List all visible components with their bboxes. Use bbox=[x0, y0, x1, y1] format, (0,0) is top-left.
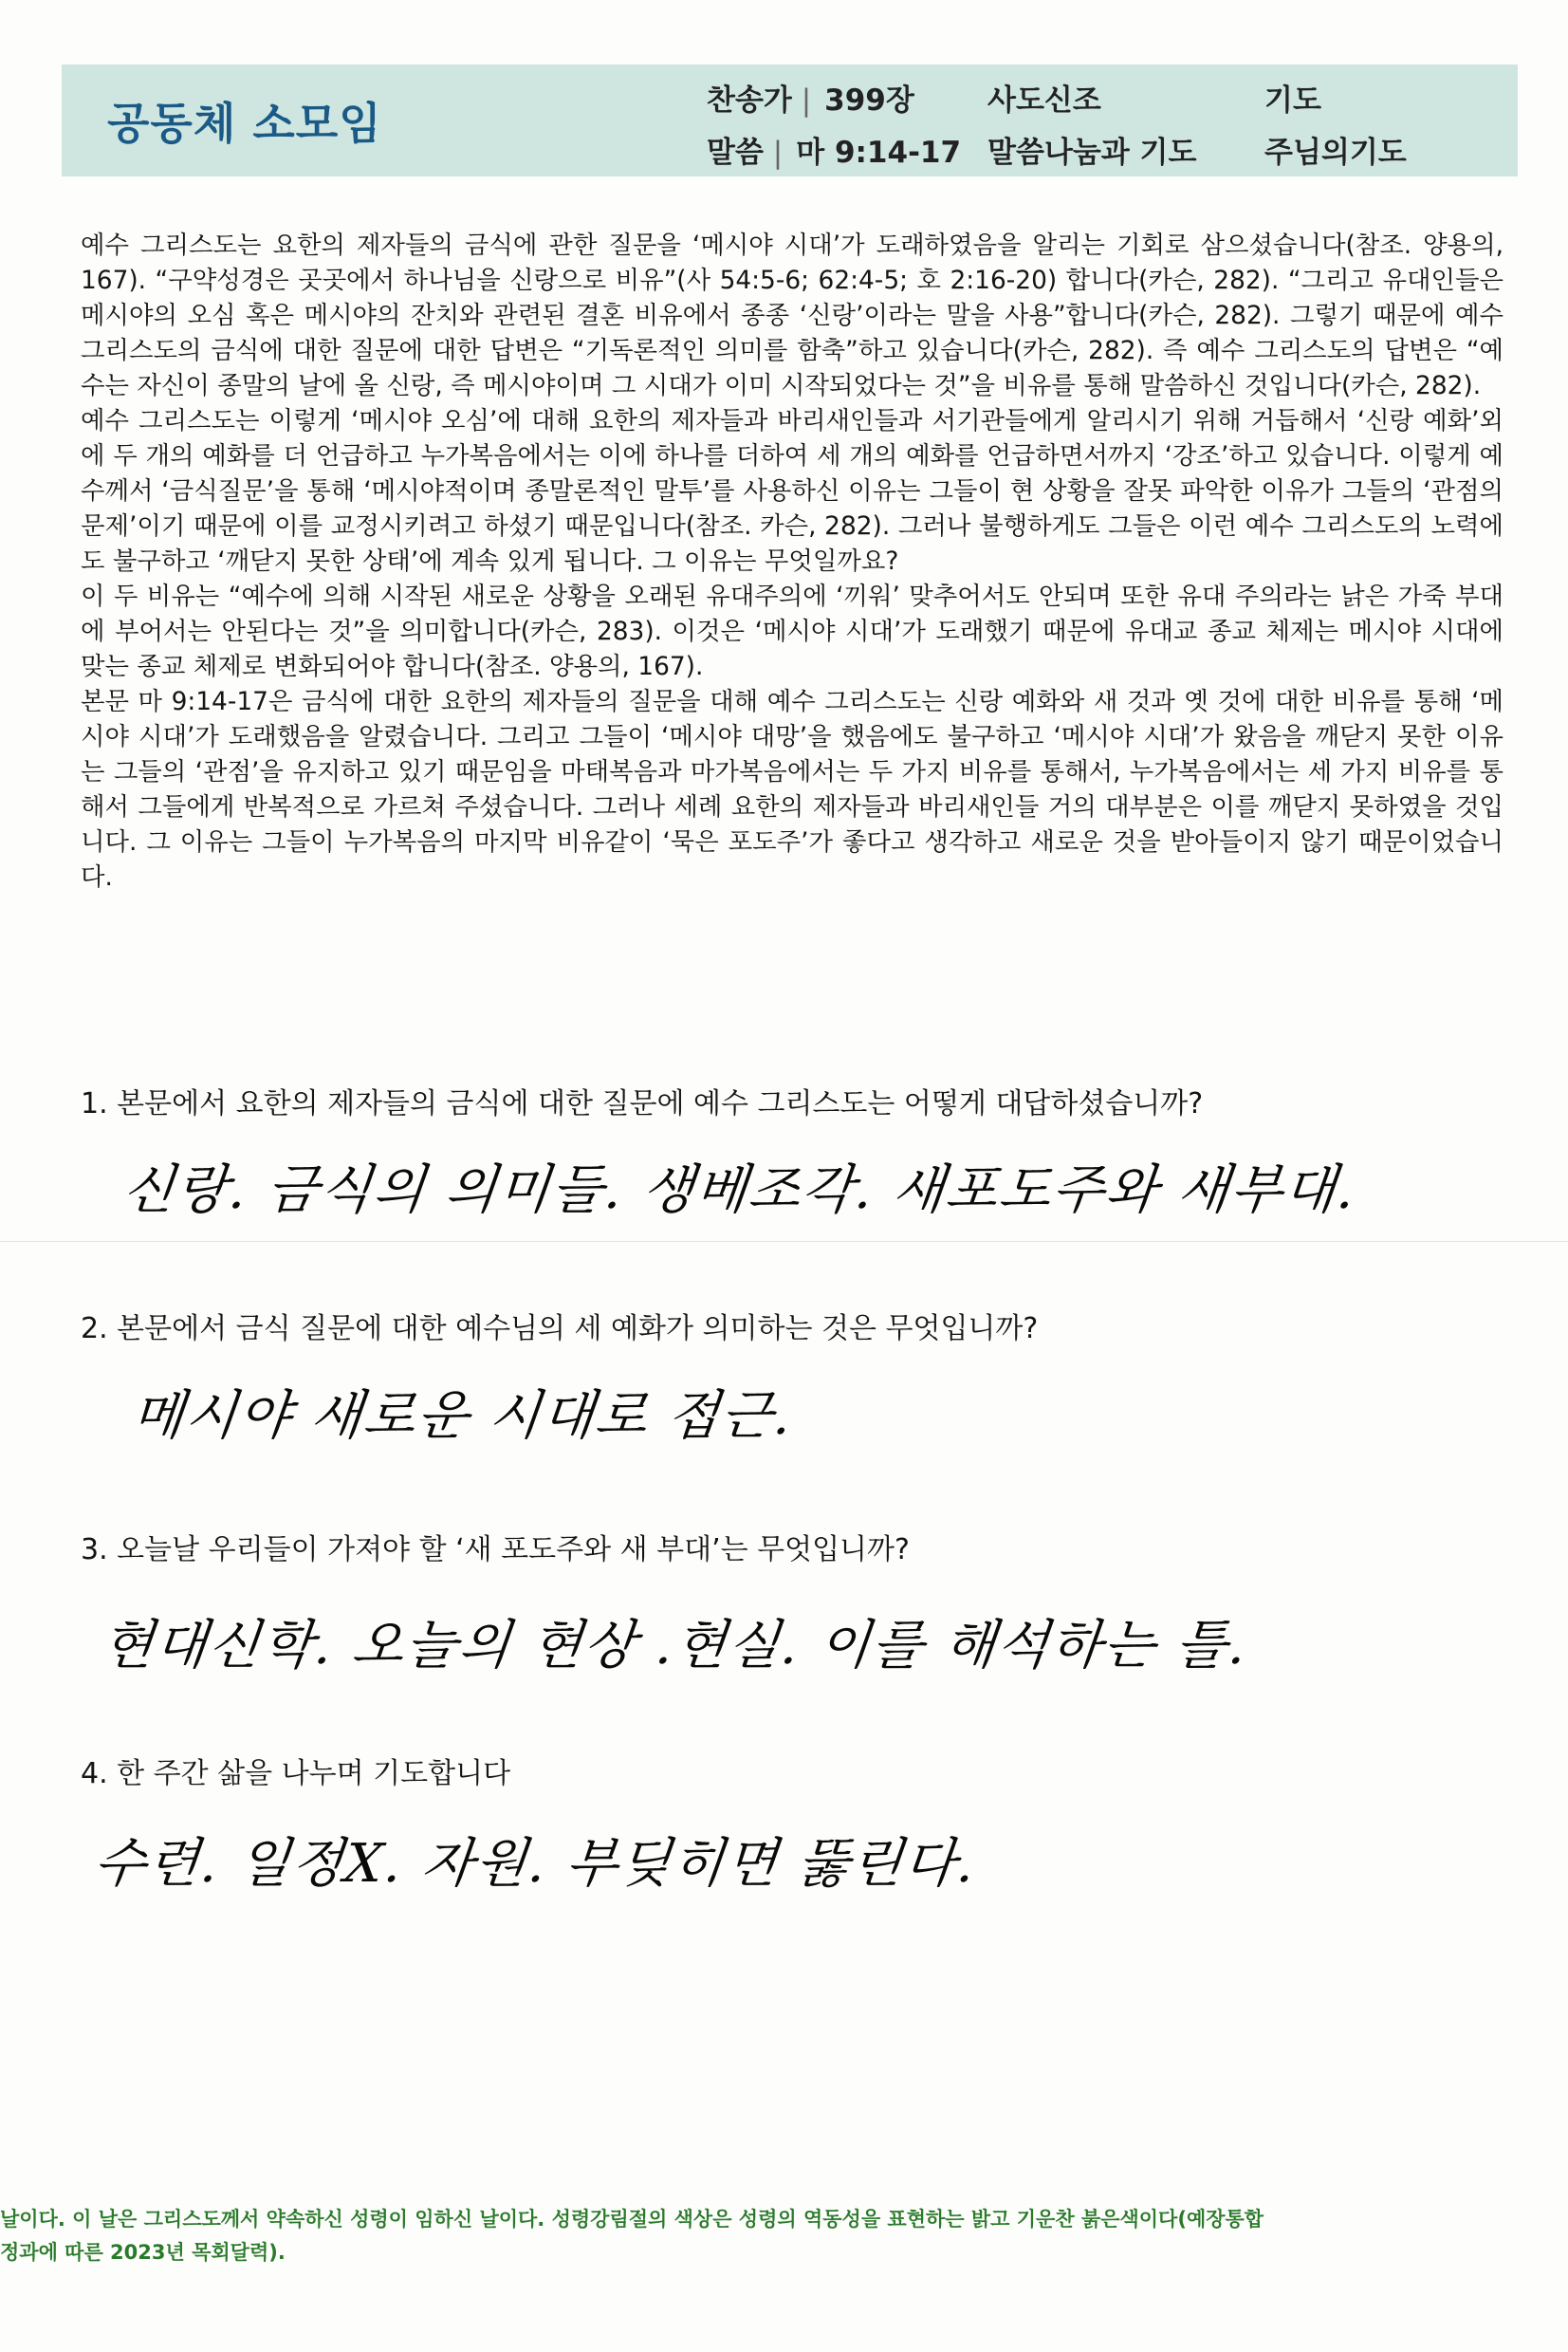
header-banner bbox=[62, 65, 1518, 176]
body-paragraph: 예수 그리스도는 요한의 제자들의 금식에 관한 질문을 ‘메시야 시대’가 도래하였음을 알리는 기회로 삼으셨습니다(참조. 양용의, 167). “구약성경은 곳곳에서 하나님을 신랑으로 비유”(사 54:5-6; 62:4-5; 호 2:16-20) 합니다(카슨, 282). “그리고 유대인들은 메시야의 오심 혹은 메시야의 잔치와 관련된 결혼 비유에서 종종 ‘신랑’이라는 말을 사용”합니다(카슨, 282). 그렇기 때문에 예수 그리스도의 금식에 대한 질문에 대한 답변은 “기독론적인 의미를 함축”하고 있습니다(카슨, 282). 즉 예수 그리스도의 답변은 “예수는 자신이 종말의 날에 올 신랑, 즉 메시야이며 그 시대가 이미 시작되었다는 것”을 비유를 통해 말씀하신 것입니다(카슨, 282). bbox=[81, 231, 1503, 400]
footer-line: 날이다. 이 날은 그리스도께서 약속하신 성령이 임하신 날이다. 성령강림절의 색상은 성령의 역동성을 표현하는 밝고 기운찬 붉은색이다(예장통합 bbox=[0, 2208, 1264, 2231]
creed-label: 사도신조 bbox=[987, 83, 1101, 118]
sharing-label: 말씀나눔과 기도 bbox=[987, 136, 1197, 170]
body-paragraph: 이 두 비유는 “예수에 의해 시작된 새로운 상황을 오래된 유대주의에 ‘끼워’ 맞추어서도 안되며 또한 유대 주의라는 낡은 가죽 부대에 부어서는 안된다는 것”을 의미합니다(카슨, 283). 이것은 ‘메시야 시대’가 도래했기 때문에 유대교 종교 체제는 메시야 시대에 맞는 종교 체제로 변화되어야 합니다(참조. 양용의, 167). bbox=[81, 582, 1503, 681]
word-cell bbox=[707, 128, 961, 171]
question-1: 1. 본문에서 요한의 제자들의 금식에 대한 질문에 예수 그리스도는 어떻게 대답하셨습니까? bbox=[81, 1087, 1204, 1120]
question-4: 4. 한 주간 삶을 나누며 기도합니다 bbox=[81, 1757, 511, 1790]
word-label: 말씀 | bbox=[707, 136, 796, 170]
prayer-label: 기도 bbox=[1264, 83, 1321, 118]
footer-line: 정과에 따른 2023년 목회달력). bbox=[0, 2241, 286, 2264]
scan-speck bbox=[17, 1698, 27, 1736]
hymn-cell bbox=[707, 76, 914, 119]
divider bbox=[0, 1241, 1568, 1242]
answer-3: 현대신학. 오늘의 현상 .현실. 이를 해석하는 틀. bbox=[99, 1615, 1251, 1676]
answer-2: 메시야 새로운 시대로 접근. bbox=[129, 1385, 797, 1447]
question-3: 3. 오늘날 우리들이 가져야 할 ‘새 포도주와 새 부대’는 무엇입니까? bbox=[81, 1533, 910, 1566]
body-text bbox=[81, 228, 1503, 895]
body-paragraph: 예수 그리스도는 이렇게 ‘메시야 오심’에 대해 요한의 제자들과 바리새인들과 서기관들에게 알리시기 위해 거듭해서 ‘신랑 예화’외에 두 개의 예화를 더 언급하고 누가복음에서는 이에 하나를 더하여 세 개의 예화를 언급하면서까지 ‘강조’하고 있습니다. 이렇게 예수께서 ‘금식질문’을 통해 ‘메시야적이며 종말론적인 말투’를 사용하신 이유는 그들이 현 상황을 잘못 파악한 이유가 그들의 ‘관점의 문제’이기 때문에 이를 교정시키려고 하셨기 때문입니다(참조. 카슨, 282). 그러나 불행하게도 그들은 이런 예수 그리스도의 노력에도 불구하고 ‘깨닫지 못한 상태’에 계속 있게 됩니다. 그 이유는 무엇일까요? bbox=[81, 406, 1503, 576]
page-title: 공동체 소모임 bbox=[107, 98, 382, 149]
word-value: 마 9:14-17 bbox=[796, 136, 962, 170]
answer-4: 수련. 일정X. 자원. 부딪히면 뚫린다. bbox=[91, 1833, 980, 1895]
hymn-label: 찬송가 | bbox=[707, 83, 824, 118]
lords-prayer-label: 주님의기도 bbox=[1264, 136, 1407, 170]
question-2: 2. 본문에서 금식 질문에 대한 예수님의 세 예화가 의미하는 것은 무엇입니까? bbox=[81, 1312, 1039, 1345]
answer-1: 신랑. 금식의 의미들. 생베조각. 새포도주와 새부대. bbox=[120, 1159, 1360, 1221]
hymn-value: 399장 bbox=[824, 83, 914, 118]
body-paragraph: 본문 마 9:14-17은 금식에 대한 요한의 제자들의 질문을 대해 예수 그리스도는 신랑 예화와 새 것과 옛 것에 대한 비유를 통해 ‘메시야 시대’가 도래했음을 알렸습니다. 그리고 그들이 ‘메시야 대망’을 했음에도 불구하고 ‘메시야 시대’가 왔음을 깨닫지 못한 이유는 그들의 ‘관점’을 유지하고 있기 때문임을 마태복음과 마가복음에서는 두 가지 비유를 통해서, 누가복음에서는 세 가지 비유를 통해서 그들에게 반복적으로 가르쳐 주셨습니다. 그러나 세례 요한의 제자들과 바리새인들 거의 대부분은 이를 깨닫지 못하였을 것입니다. 그 이유는 그들이 누가복음의 마지막 비유같이 ‘묵은 포도주’가 좋다고 생각하고 새로운 것을 받아들이지 않기 때문이었습니다. bbox=[81, 687, 1503, 892]
footer-note bbox=[0, 2203, 1518, 2269]
